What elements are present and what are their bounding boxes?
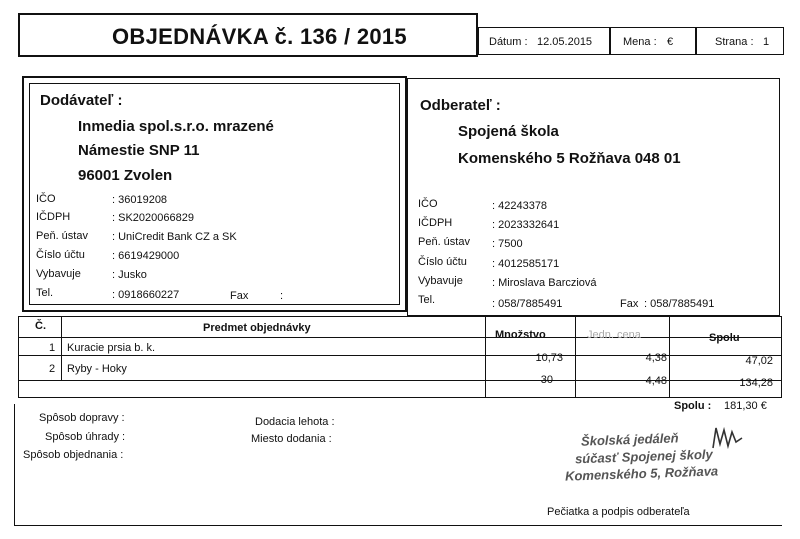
signature-label: Pečiatka a podpis odberateľa: [547, 506, 690, 518]
supplier-box: [22, 76, 407, 312]
item-1-no: 1: [49, 342, 56, 354]
customer-fax-label: Fax: [620, 298, 639, 310]
supplier-account-value: : 6619429000: [112, 250, 180, 262]
item-2-unit-price: 4,48: [645, 375, 667, 387]
supplier-name: Inmedia spol.s.r.o. mrazené: [78, 118, 274, 135]
customer-account-label: Číslo účtu: [418, 256, 467, 268]
items-header-no: Č.: [35, 320, 46, 332]
supplier-fax-label: Fax: [230, 290, 249, 302]
item-2-qty: 30: [540, 374, 553, 386]
items-header-divider: [19, 337, 781, 338]
supplier-account-label: Číslo účtu: [36, 249, 85, 261]
customer-fax-value: : 058/7885491: [644, 298, 715, 310]
date-label: Dátum :: [489, 36, 528, 48]
customer-heading: Odberateľ :: [420, 97, 501, 114]
items-total-col-divider: [669, 317, 670, 398]
supplier-ico-label: IČO: [36, 193, 56, 205]
currency-value: €: [667, 36, 674, 48]
supplier-city: 96001 Zvolen: [78, 167, 173, 184]
item-1-qty: 10,73: [535, 352, 563, 364]
place-label: Miesto dodania :: [251, 433, 332, 445]
supplier-street: Námestie SNP 11: [78, 142, 200, 159]
customer-tel-value: : 058/7885491: [492, 298, 563, 310]
date-box: [478, 27, 610, 55]
supplier-icdph-value: : SK2020066829: [112, 212, 194, 224]
supplier-bank-value: : UniCredit Bank CZ a SK: [112, 231, 237, 243]
supplier-icdph-label: IČDPH: [36, 211, 71, 223]
item-2-total: 134,28: [739, 377, 773, 389]
customer-icdph-label: IČDPH: [418, 217, 453, 229]
items-qty-col-divider: [485, 317, 486, 398]
total-value: 181,30 €: [724, 400, 767, 412]
customer-street: Komenského 5 Rožňava 048 01: [458, 150, 681, 167]
supplier-ico-value: : 36019208: [112, 194, 168, 206]
total-label: Spolu :: [674, 400, 712, 412]
customer-bank-value: : 7500: [492, 238, 523, 250]
order-title-box: [18, 13, 478, 57]
items-table: [18, 316, 782, 398]
supplier-bank-label: Peň. ústav: [36, 230, 88, 242]
supplier-fax-value: :: [280, 290, 284, 302]
customer-ico-value: : 42243378: [492, 200, 548, 212]
order-title: OBJEDNÁVKA č. 136 / 2015: [112, 24, 407, 49]
customer-tel-label: Tel.: [418, 294, 436, 306]
items-header-total: Spolu: [709, 332, 740, 344]
customer-name: Spojená škola: [458, 123, 559, 140]
item-1-unit-price: 4,38: [645, 352, 667, 364]
transport-label: Spôsob dopravy :: [39, 412, 125, 424]
ordering-label: Spôsob objednania :: [23, 449, 124, 461]
customer-account-value: : 4012585171: [492, 258, 560, 270]
item-2-no: 2: [49, 363, 56, 375]
supplier-tel-value: : 0918660227: [112, 289, 180, 301]
supplier-handler-value: : Jusko: [112, 269, 147, 281]
customer-bank-label: Peň. ústav: [418, 236, 470, 248]
delivery-label: Dodacia lehota :: [255, 416, 335, 428]
customer-box: [407, 78, 780, 316]
date-value: 12.05.2015: [537, 36, 593, 48]
signature-icon: [711, 424, 745, 452]
customer-ico-label: IČO: [418, 198, 438, 210]
item-1-name: Kuracie prsia b. k.: [67, 342, 156, 354]
page-box: [696, 27, 784, 55]
currency-label: Mena :: [623, 36, 657, 48]
items-header-subject: Predmet objednávky: [203, 322, 311, 334]
item-1-total: 47,02: [745, 355, 773, 367]
items-header-qty: Množstvo: [495, 329, 546, 341]
supplier-inner-frame: [29, 83, 400, 305]
page-label: Strana :: [715, 36, 754, 48]
customer-icdph-value: : 2023332641: [492, 219, 560, 231]
currency-box: [610, 27, 696, 55]
items-header-unit-price: Jedn. cena: [587, 329, 641, 341]
supplier-handler-label: Vybavuje: [36, 268, 81, 280]
footer-box: [14, 404, 782, 526]
stamp-line-3: Komenského 5, Rožňava: [564, 463, 719, 484]
items-price-col-divider: [575, 317, 576, 398]
supplier-heading: Dodávateľ :: [40, 92, 123, 109]
page-value: 1: [763, 36, 770, 48]
customer-handler-label: Vybavuje: [418, 275, 463, 287]
payment-label: Spôsob úhrady :: [45, 431, 126, 443]
item-2-name: Ryby - Hoky: [67, 363, 127, 375]
stamp-line-2: súčasť Spojenej školy: [574, 446, 713, 467]
supplier-tel-label: Tel.: [36, 287, 54, 299]
items-no-col-divider: [61, 317, 62, 380]
customer-handler-value: : Miroslava Barcziová: [492, 277, 597, 289]
stamp-line-1: Školská jedáleň: [580, 430, 679, 449]
